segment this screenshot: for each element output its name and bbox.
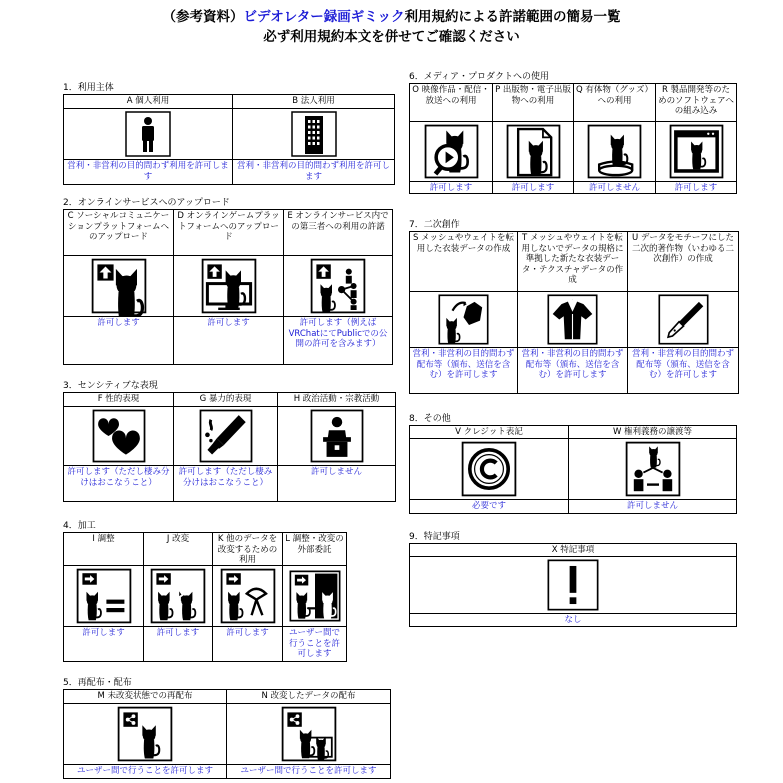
item-icon-box	[283, 566, 346, 626]
item-answer: 営利・非営利の目的問わず利用を許可します	[233, 159, 394, 184]
item-answer: ユーザー間で行うことを許可します	[64, 764, 226, 778]
permission-item	[144, 533, 213, 662]
permission-item	[410, 426, 569, 514]
section-title: 2．オンラインサービスへのアップロード	[63, 198, 230, 208]
item-header: D オンラインゲームプラットフォームへのアップロード	[174, 210, 283, 256]
item-icon-box	[174, 256, 283, 316]
cat-modified-icon	[148, 566, 208, 626]
person-icon	[123, 109, 173, 159]
title-prefix: （参考資料）	[162, 9, 244, 25]
item-icon-box	[64, 704, 226, 764]
item-header: J 改変	[144, 533, 212, 566]
permission-item	[64, 95, 233, 185]
item-header: U データをモチーフにした二次的著作物（いわゆる二次創作）の作成	[628, 232, 738, 292]
item-header: N 改変したデータの配布	[227, 690, 390, 704]
item-icon-box	[410, 557, 736, 613]
share-modified-cat-icon	[279, 704, 339, 764]
item-icon-box	[64, 109, 232, 159]
outsource-cats-icon	[287, 568, 343, 624]
permission-item	[64, 533, 144, 662]
item-header: M 未改変状態での再配布	[64, 690, 226, 704]
permission-item	[284, 210, 393, 365]
title-highlight: ビデオレター録画ギミック	[243, 9, 405, 25]
item-header: H 政治活動・宗教活動	[278, 393, 395, 407]
permission-item	[518, 232, 628, 394]
item-header: R 製品開発等のためのソフトウェアへの組み込み	[656, 84, 736, 122]
item-icon-box	[64, 256, 173, 316]
upload-cat-icon	[89, 256, 149, 316]
item-answer: 許可します	[213, 626, 282, 661]
item-icon-box	[144, 566, 212, 626]
item-answer: 許可します	[144, 626, 212, 661]
item-header: G 暴力的表現	[174, 393, 277, 407]
item-answer: 営利・非営利の目的問わず利用を許可します	[64, 159, 232, 184]
item-icon-box	[278, 407, 395, 465]
item-icon-box	[410, 122, 492, 181]
item-header: B 法人利用	[233, 95, 394, 109]
item-icon-box	[227, 704, 390, 764]
item-icon-box	[64, 407, 173, 465]
item-icon-box	[233, 109, 394, 159]
section-grid	[63, 209, 393, 365]
item-icon-box	[284, 256, 392, 316]
section-4	[63, 520, 347, 662]
section-7	[409, 219, 739, 394]
bloody-knife-icon	[197, 407, 255, 465]
item-header: L 調整・改変の外部委託	[283, 533, 346, 566]
item-header: F 性的表現	[64, 393, 173, 407]
item-answer: 許可します	[174, 316, 283, 364]
permission-item	[628, 232, 739, 394]
section-1	[63, 82, 395, 185]
section-grid	[409, 231, 739, 394]
page-title	[0, 8, 783, 27]
section-grid	[409, 543, 737, 627]
section-grid	[409, 425, 737, 514]
exclamation-icon	[545, 557, 601, 613]
item-answer: 許可しません	[574, 181, 655, 193]
item-answer: 営利・非営利の目的問わず配布等（頒布、送信を含む）を許可します	[518, 347, 627, 393]
item-header: Q 有体物（グッズ）への利用	[574, 84, 655, 122]
permission-item	[213, 533, 283, 662]
cat-to-clothing-icon	[436, 292, 491, 347]
item-answer: 許可します	[410, 181, 492, 193]
item-answer: 許可します	[64, 626, 143, 661]
item-answer: なし	[410, 613, 736, 626]
section-title: 5．再配布・配布	[63, 678, 132, 688]
item-answer: 許可しません	[569, 499, 736, 513]
section-title: 4．加工	[63, 521, 96, 531]
permission-item	[410, 84, 493, 194]
item-answer: 許可します	[656, 181, 736, 193]
item-header: C ソーシャルコミュニケーションプラットフォームへのアップロード	[64, 210, 173, 256]
permission-item	[64, 210, 174, 365]
item-icon-box	[64, 566, 143, 626]
clothing-icon	[545, 292, 600, 347]
section-8	[409, 413, 737, 514]
section-grid	[409, 83, 737, 194]
item-answer: 許可します	[64, 316, 173, 364]
permission-item	[64, 393, 174, 502]
permission-item	[493, 84, 574, 194]
item-header: W 権利義務の譲渡等	[569, 426, 736, 439]
permission-item	[410, 544, 737, 627]
section-grid	[63, 94, 395, 185]
upload-share-cat-icon	[308, 256, 368, 316]
item-answer: 営利・非営利の目的問わず配布等（頒布、送信を含む）を許可します	[410, 347, 517, 393]
section-title: 1．利用主体	[63, 83, 114, 93]
item-icon-box	[213, 566, 282, 626]
permission-item	[174, 393, 278, 502]
section-9	[409, 531, 737, 627]
item-icon-box	[493, 122, 573, 181]
permission-item	[574, 84, 656, 194]
section-grid	[63, 532, 347, 662]
section-title: 8．その他	[409, 414, 451, 424]
item-answer: 許可します（ただし棲み分けはおこなうこと）	[64, 465, 173, 501]
section-title: 7．二次創作	[409, 220, 460, 230]
item-header: X 特記事項	[410, 544, 736, 557]
software-window-cat-icon	[667, 122, 726, 181]
item-icon-box	[656, 122, 736, 181]
permission-item	[64, 690, 227, 779]
item-answer: 許可します	[493, 181, 573, 193]
section-3	[63, 380, 396, 502]
section-title: 3．センシティブな表現	[63, 381, 158, 391]
item-answer: 許可します（ただし棲み分けはおこなうこと）	[174, 465, 277, 501]
section-2	[63, 197, 393, 365]
cat-equals-icon	[74, 566, 134, 626]
permission-item	[233, 95, 395, 185]
item-icon-box	[569, 439, 736, 499]
item-header: K 他のデータを改変するための利用	[213, 533, 282, 566]
title-suffix: 利用規約による許諾範囲の簡易一覧	[404, 9, 621, 25]
item-answer: 必要です	[410, 499, 568, 513]
section-title: 9．特記事項	[409, 532, 460, 542]
publication-cat-icon	[504, 122, 563, 181]
item-icon-box	[174, 407, 277, 465]
video-magnifier-cat-icon	[422, 122, 481, 181]
fountain-pen-icon	[656, 292, 711, 347]
item-header: O 映像作品・配信・放送への利用	[410, 84, 492, 122]
permission-item	[569, 426, 737, 514]
section-6	[409, 71, 737, 194]
item-icon-box	[518, 292, 627, 347]
item-header: S メッシュやウェイトを転用した衣装データの作成	[410, 232, 517, 292]
item-icon-box	[410, 292, 517, 347]
permission-item	[283, 533, 347, 662]
permission-item	[227, 690, 391, 779]
item-header: E オンラインサービス内での第三者への利用の許諾	[284, 210, 392, 256]
office-building-icon	[289, 109, 339, 159]
item-answer: ユーザー間で行うことを許可します	[227, 764, 390, 778]
page-subtitle: 必ず利用規約本文を併せてご確認ください	[263, 29, 520, 45]
item-answer: ユーザー間で行うことを許可します	[283, 626, 346, 661]
item-answer: 営利・非営利の目的問わず配布等（頒布、送信を含む）を許可します	[628, 347, 738, 393]
hearts-icon	[90, 407, 148, 465]
share-cat-icon	[115, 704, 175, 764]
item-header: P 出版物・電子出版物への利用	[493, 84, 573, 122]
item-icon-box	[574, 122, 655, 181]
section-5	[63, 677, 391, 779]
item-header: T メッシュやウェイトを転用しないでデータの規格に準拠した新たな衣装データ・テクスチャデータの作成	[518, 232, 627, 292]
item-header: I 調整	[64, 533, 143, 566]
copyright-icon	[459, 439, 519, 499]
section-title: 6．メディア・プロダクトへの使用	[409, 72, 550, 82]
section-grid	[63, 689, 391, 779]
item-answer: 許可します（例えばVRChatにてPublicでの公開の許可を含みます）	[284, 316, 392, 364]
rights-transfer-icon	[623, 439, 683, 499]
item-answer: 許可しません	[278, 465, 395, 501]
section-grid	[63, 392, 396, 502]
item-header: A 個人利用	[64, 95, 232, 109]
item-icon-box	[628, 292, 738, 347]
upload-monitor-cat-icon	[199, 256, 259, 316]
permission-item	[174, 210, 284, 365]
cat-ribbon-icon	[218, 566, 278, 626]
item-header: V クレジット表記	[410, 426, 568, 439]
permission-item	[656, 84, 737, 194]
permission-item	[410, 232, 518, 394]
item-icon-box	[410, 439, 568, 499]
figure-goods-icon	[585, 122, 644, 181]
podium-speaker-icon	[308, 407, 366, 465]
permission-item	[278, 393, 396, 502]
